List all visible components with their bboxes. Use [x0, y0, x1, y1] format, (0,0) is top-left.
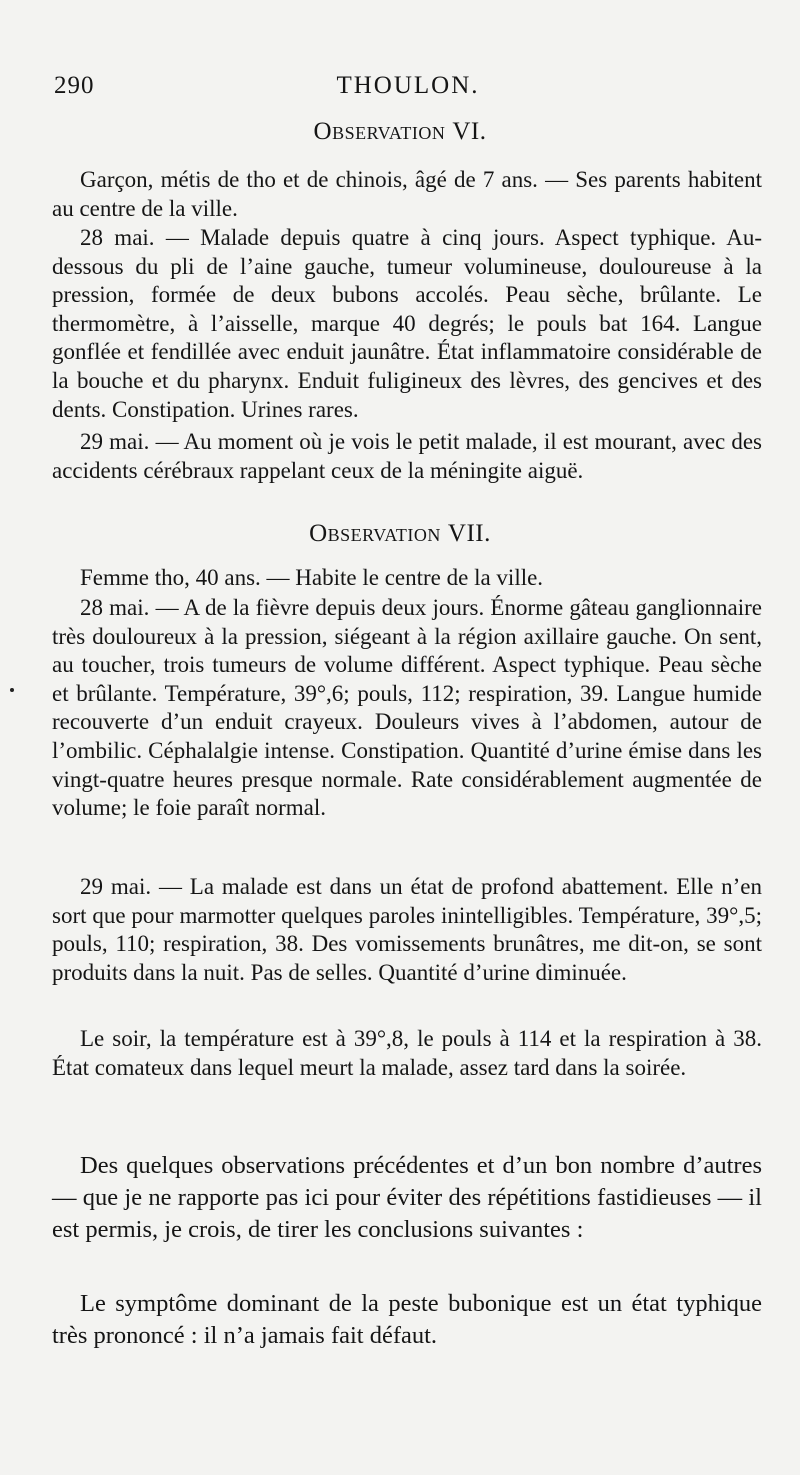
- running-head: THOULON.: [336, 72, 480, 99]
- observation-7-heading: [0, 520, 800, 548]
- observation-6-heading-label: Observation: [313, 118, 446, 145]
- observation-7-paragraph-2: 28 mai. — A de la fièvre depuis deux jours. Énorme gâteau ganglionnaire très douloureux à la pression, siégeant à la région axillaire gauche. On sent, au toucher, trois tumeurs de volume différent. Aspect typhique. Peau sèche et brûlante. Température, 39°,6; pouls, 112; respiration, 39. Langue humide recouverte d’un enduit crayeux. Douleurs vives à l’abdomen, autour de l’ombilic. Céphalalgie intense. Constipation. Quantité d’urine émise dans les vingt-quatre heures presque normale. Rate considérablement augmentée de volume; le foie paraît normal.: [52, 595, 762, 821]
- page-number: 290: [54, 72, 95, 99]
- observation-7-paragraph-3: 29 mai. — La malade est dans un état de profond abattement. Elle n’en sort que pour marmotter quelques paroles inintelligibles. Température, 39°,5; pouls, 110; respiration, 38. Des vomissements brunâtres, me dit-on, se sont produits dans la nuit. Pas de selles. Quantité d’urine diminuée.: [52, 874, 762, 985]
- observation-6-paragraph-3: 29 mai. — Au moment où je vois le petit malade, il est mourant, avec des accidents cérébraux rappelant ceux de la méningite aiguë.: [52, 429, 762, 483]
- observation-7-heading-number: VII.: [447, 520, 491, 547]
- scan-speck: [10, 688, 14, 692]
- observation-6-paragraph-1: Garçon, métis de tho et de chinois, âgé de 7 ans. — Ses parents habitent au centre de la ville.: [52, 167, 762, 221]
- observation-6-paragraph-2: 28 mai. — Malade depuis quatre à cinq jours. Aspect typhique. Au-dessous du pli de l’aine gauche, tumeur volumineuse, douloureuse à la pression, formée de deux bubons accolés. Peau sèche, brûlante. Le thermomètre, à l’aisselle, marque 40 degrés; le pouls bat 164. Langue gonflée et fendillée avec enduit jaunâtre. État inflammatoire considérable de la bouche et du pharynx. Enduit fuligineux des lèvres, des gencives et des dents. Constipation. Urines rares.: [52, 225, 762, 422]
- observation-6-heading: [0, 118, 800, 146]
- page-header: [52, 66, 764, 106]
- observation-7-paragraph-1: Femme tho, 40 ans. — Habite le centre de la ville.: [80, 565, 544, 590]
- conclusion-paragraph-1: Des quelques observations précédentes et d’un bon nombre d’autres — que je ne rapporte pas ici pour éviter des répétitions fastidieuses — il est permis, je crois, de tirer les conclusions suivantes :: [52, 1152, 762, 1244]
- observation-6-heading-number: VI.: [452, 118, 487, 145]
- conclusion-paragraph-2: Le symptôme dominant de la peste bubonique est un état typhique très prononcé : il n’a jamais fait défaut.: [52, 1290, 762, 1350]
- observation-7-heading-label: Observation: [309, 520, 441, 547]
- observation-7-paragraph-4: Le soir, la température est à 39°,8, le pouls à 114 et la respiration à 38. État comateux dans lequel meurt la malade, assez tard dans la soirée.: [52, 1026, 762, 1080]
